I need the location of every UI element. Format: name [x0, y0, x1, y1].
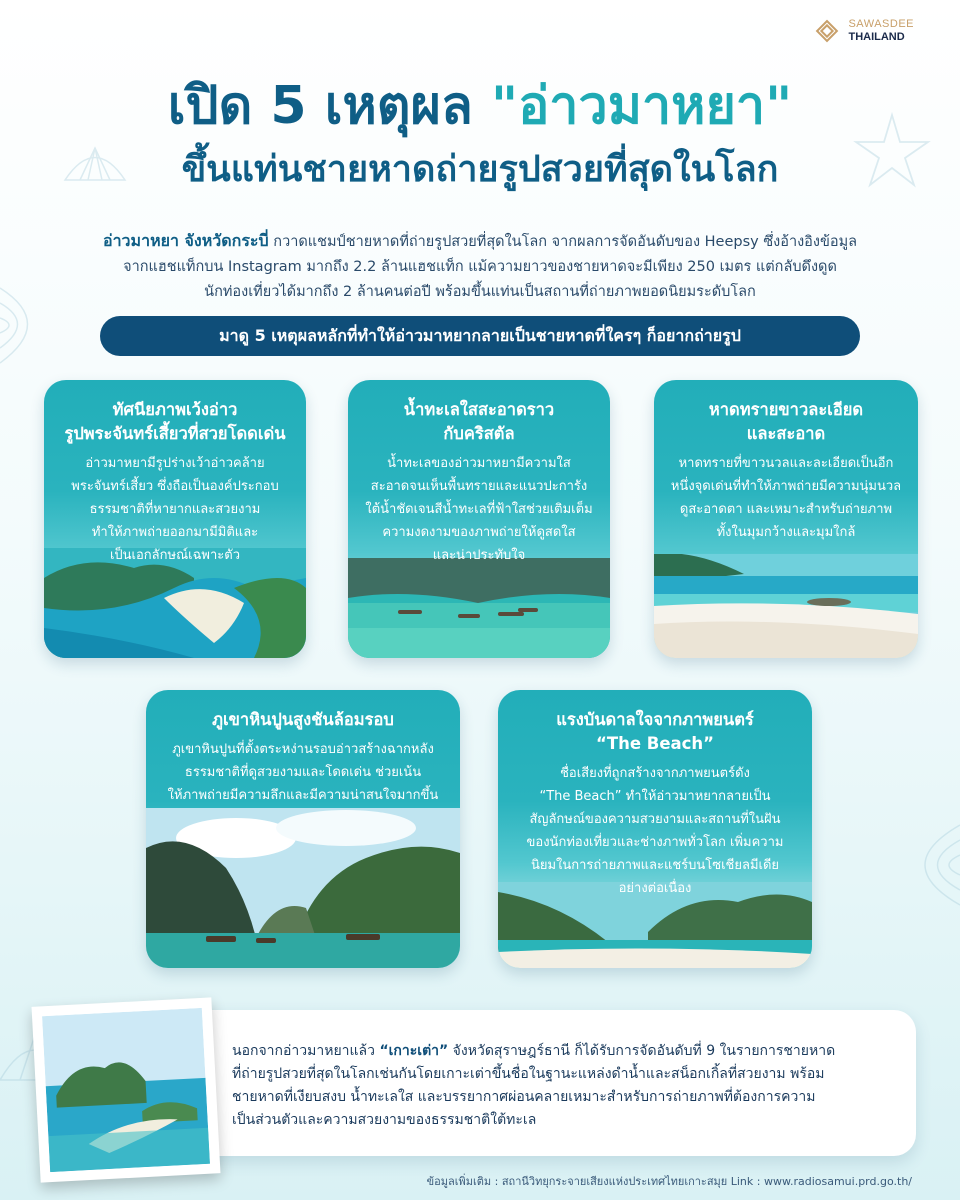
card-title-line1: น้ำทะเลใสสะอาดราว	[403, 400, 555, 419]
koh-tao-line4: เป็นส่วนตัวและความสวยงามของธรรมชาติใต้ทะเล	[232, 1112, 537, 1128]
card-body	[360, 452, 598, 567]
intro-line2: จากแฮชแท็กบน Instagram มากถึง 2.2 ล้านแฮชแท็ก แม้ความยาวของชายหาดจะมีเพียง 250 เมตร แต่กลับดึงดูด	[123, 259, 837, 275]
card-body-line: อ่าวมาหยามีรูปร่างเว้าอ่าวคล้าย	[85, 456, 265, 471]
intro-line1: กวาดแชมป์ชายหาดที่ถ่ายรูปสวยที่สุดในโลก จากผลการจัดอันดับของ Heepsy ซึ่งอ้างอิงข้อมูล	[268, 234, 858, 250]
card-title-line1: ภูเขาหินปูนสูงชันล้อมรอบ	[212, 710, 394, 729]
card-title-line2: รูปพระจันทร์เสี้ยวที่สวยโดดเด่น	[64, 424, 286, 443]
brand-line2: THAILAND	[848, 31, 905, 43]
headline-line2: ขึ้นแท่นชายหาดถ่ายรูปสวยที่สุดในโลก	[181, 149, 779, 190]
koh-tao-line2: ที่ถ่ายรูปสวยที่สุดในโลกเช่นกันโดยเกาะเต่าขึ้นชื่อในฐานะแหล่งดำน้ำและสน็อกเกิ้ลที่สวยงาม พร้อม	[232, 1066, 825, 1082]
card-body-line: ธรรมชาติที่ดูสวยงามและโดดเด่น ช่วยเน้น	[184, 765, 422, 780]
intro-paragraph	[40, 228, 920, 305]
card-title	[360, 398, 598, 446]
card-body-line: ของนักท่องเที่ยวและช่างภาพทั่วโลก เพิ่มความ	[526, 835, 784, 850]
card-body-line: ทั้งในมุมกว้างและมุมใกล้	[716, 525, 856, 540]
headline	[0, 72, 960, 196]
koh-tao-pre: นอกจากอ่าวมาหยาแล้ว	[232, 1043, 380, 1059]
card-body	[158, 738, 448, 807]
brand-logo	[812, 16, 914, 46]
card-body-line: ภูเขาหินปูนที่ตั้งตระหง่านรอบอ่าวสร้างฉากหลัง	[172, 742, 434, 757]
koh-tao-line1: จังหวัดสุราษฎร์ธานี ก็ได้รับการจัดอันดับที่ 9 ในรายการชายหาด	[448, 1043, 836, 1059]
clear-water-photo	[348, 558, 610, 658]
card-body-line: นิยมในการถ่ายภาพและแชร์บนโซเชียลมีเดีย	[530, 858, 780, 873]
limestone-cliffs-photo	[146, 808, 460, 968]
headline-highlight: "อ่าวมาหยา"	[490, 76, 793, 136]
card-body-line: พระจันทร์เสี้ยว ซึ่งถือเป็นองค์ประกอบ	[71, 479, 279, 494]
koh-tao-name: “เกาะเต่า”	[379, 1043, 449, 1059]
card-title	[666, 398, 906, 446]
koh-tao-line3: ชายหาดที่เงียบสงบ น้ำทะเลใส และบรรยากาศผ่อนคลายเหมาะสำหรับการถ่ายภาพที่ต้องการความ	[232, 1089, 816, 1105]
brand-line1: SAWASDEE	[848, 18, 914, 30]
card-body-line: ธรรมชาติที่หายากและสวยงาม	[89, 502, 261, 517]
reason-card-white-sand	[654, 380, 918, 658]
card-title	[158, 708, 448, 732]
koh-tao-paragraph	[232, 1040, 902, 1132]
intro-line3: นักท่องเที่ยวได้มากถึง 2 ล้านคนต่อปี พร้อมขึ้นแท่นเป็นสถานที่ถ่ายภาพยอดนิยมระดับโลก	[204, 284, 756, 300]
card-body-line: น้ำทะเลของอ่าวมาหยามีความใส	[387, 456, 571, 471]
headline-line1	[0, 72, 960, 140]
card-body-line: ความงดงามของภาพถ่ายให้ดูสดใส	[382, 525, 576, 540]
card-title-line1: แรงบันดาลใจจากภาพยนตร์	[556, 710, 754, 729]
card-body-line: เป็นเอกลักษณ์เฉพาะตัว	[109, 548, 241, 563]
headline-prefix: เปิด 5 เหตุผล	[167, 76, 491, 136]
koh-tao-info-box	[120, 1010, 916, 1156]
koh-tao-polaroid-photo	[32, 997, 221, 1182]
reason-card-crescent-bay	[44, 380, 306, 658]
card-body-line: ชื่อเสียงที่ถูกสร้างจากภาพยนตร์ดัง	[560, 766, 750, 781]
card-title-line2: กับคริสตัล	[443, 424, 515, 443]
white-sand-beach-photo	[654, 554, 918, 658]
card-title-line2: “The Beach”	[595, 734, 715, 753]
card-body	[666, 452, 906, 544]
card-title-line2: และสะอาด	[746, 424, 826, 443]
brand-emblem-icon	[812, 16, 842, 46]
source-credit: ข้อมูลเพิ่มเติม : สถานีวิทยุกระจายเสียงแห่งประเทศไทยเกาะสมุย Link : www.radiosamui.prd.go.th/	[426, 1175, 912, 1188]
section-banner: มาดู 5 เหตุผลหลักที่ทำให้อ่าวมาหยากลายเป็นชายหาดที่ใครๆ ก็อยากถ่ายรูป	[100, 316, 860, 356]
reason-card-the-beach-movie	[498, 690, 812, 968]
card-title-line1: หาดทรายขาวละเอียด	[708, 400, 864, 419]
card-body-line: และน่าประทับใจ	[432, 548, 526, 563]
card-body-line: อย่างต่อเนื่อง	[618, 881, 692, 896]
card-body-line: สัญลักษณ์ของความสวยงามและสถานที่ในฝัน	[529, 812, 781, 827]
card-body-line: ให้ภาพถ่ายมีความลึกและมีความน่าสนใจมากขึ้น	[167, 788, 439, 803]
card-title	[510, 708, 800, 756]
card-title-line1: ทัศนียภาพเว้งอ่าว	[112, 400, 238, 419]
shell-decoration-icon	[890, 820, 960, 910]
card-body-line: ทำให้ภาพถ่ายออกมามีมิติและ	[91, 525, 259, 540]
intro-lead: อ่าวมาหยา จังหวัดกระบี่	[102, 231, 269, 250]
card-body-line: หาดทรายที่ขาวนวลและละเอียดเป็นอีก	[678, 456, 894, 471]
card-body-line: หนึ่งจุดเด่นที่ทำให้ภาพถ่ายมีความนุ่มนวล	[670, 479, 902, 494]
reason-card-crystal-water	[348, 380, 610, 658]
card-body	[56, 452, 294, 567]
card-body-line: “The Beach” ทำให้อ่าวมาหยากลายเป็น	[539, 789, 771, 804]
reason-card-limestone-cliffs	[146, 690, 460, 968]
card-body-line: สะอาดจนเห็นพื้นทรายและแนวปะการัง	[370, 479, 588, 494]
card-body-line: ดูสะอาดตา และเหมาะสำหรับถ่ายภาพ	[679, 502, 893, 517]
card-title	[56, 398, 294, 446]
card-body	[510, 762, 800, 900]
card-body-line: ใต้น้ำชัดเจนสีน้ำทะเลที่ฟ้าใสช่วยเติมเต็ม	[365, 502, 593, 517]
